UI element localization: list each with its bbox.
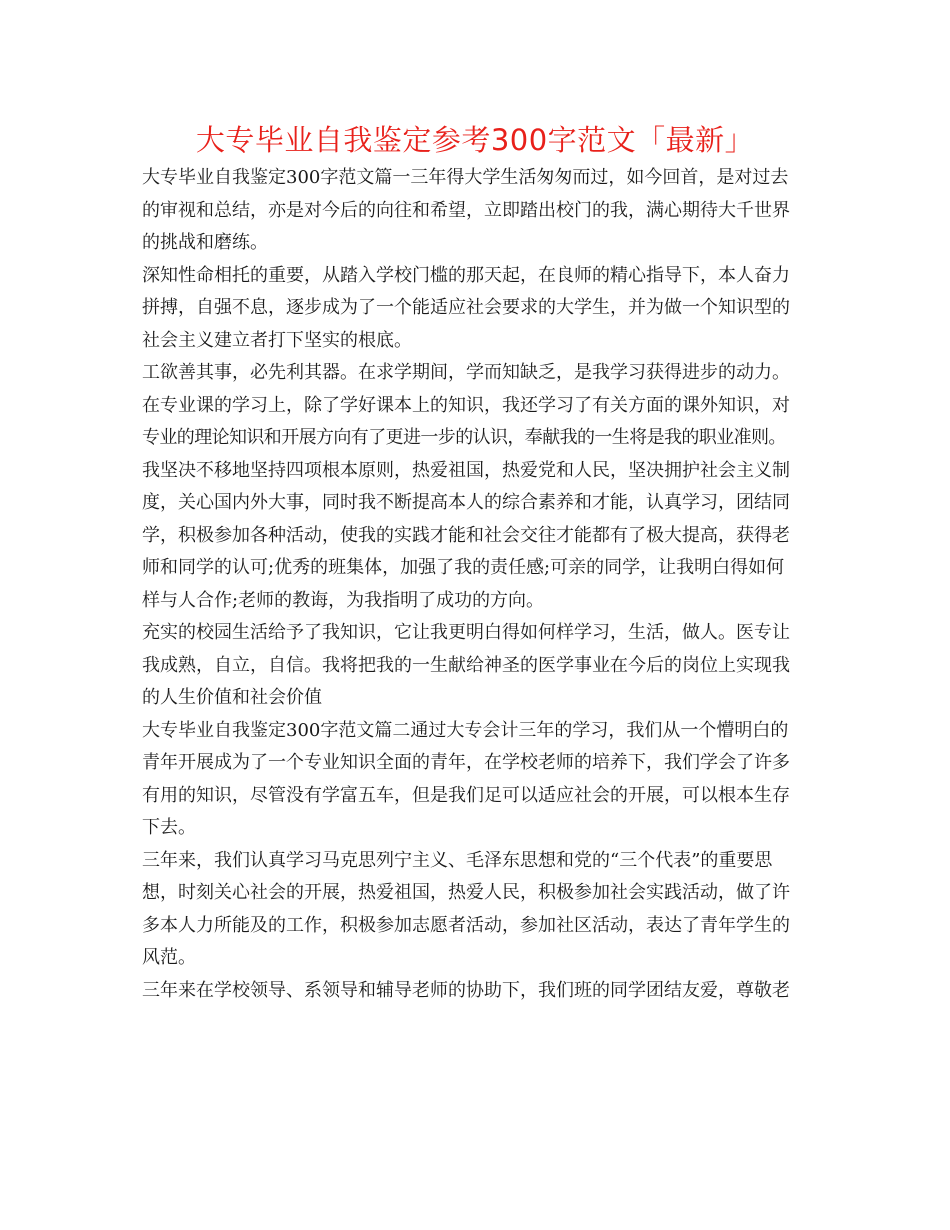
document-body: [142, 162, 822, 1007]
text-line: 的人生价值和社会价值: [142, 687, 322, 708]
text-line: 样与人合作;老师的教诲，为我指明了成功的方向。: [142, 589, 545, 611]
text-line: 想，时刻关心社会的开展，热爱祖国，热爱人民，积极参加社会实践活动，做了许: [142, 882, 790, 903]
text-line: 多本人力所能及的工作，积极参加志愿者活动，参加社区活动，表达了青年学生的: [142, 914, 790, 936]
text-line: 三年来，我们认真学习马克思列宁主义、毛泽东思想和党的“三个代表”的重要思: [142, 849, 773, 871]
text-line: 学，积极参加各种活动，使我的实践才能和社会交往才能都有了极大提高，获得老: [142, 524, 790, 546]
text-line: 充实的校园生活给予了我知识，它让我更明白得如何样学习，生活，做人。医专让: [142, 622, 790, 643]
text-line: 大专毕业自我鉴定300字范文篇一三年得大学生活匆匆而过，如今回首，是对过去: [142, 167, 789, 188]
text-line: 我坚决不移地坚持四项根本原则，热爱祖国，热爱党和人民，坚决拥护社会主义制: [142, 459, 790, 481]
text-line: 师和同学的认可;优秀的班集体，加强了我的责任感;可亲的同学，让我明白得如何: [142, 557, 785, 578]
text-line: 的挑战和磨练。: [142, 232, 268, 253]
text-line: 在专业课的学习上，除了学好课本上的知识，我还学习了有关方面的课外知识，对: [142, 394, 790, 416]
text-line: 工欲善其事，必先利其器。在求学期间，学而知缺乏，是我学习获得进步的动力。: [142, 362, 790, 383]
text-line: 大专毕业自我鉴定300字范文篇二通过大专会计三年的学习，我们从一个懵明白的: [142, 719, 789, 741]
text-line: 拼搏，自强不息，逐步成为了一个能适应社会要求的大学生，并为做一个知识型的: [142, 297, 790, 318]
text-line: 风范。: [142, 947, 196, 968]
text-line: 三年来在学校领导、系领导和辅导老师的协助下，我们班的同学团结友爱，尊敬老: [142, 979, 790, 1001]
text-line: 的审视和总结，亦是对今后的向往和希望，立即踏出校门的我，满心期待大千世界: [142, 199, 790, 221]
text-line: 专业的理论知识和开展方向有了更进一步的认识，奉献我的一生将是我的职业准则。: [142, 427, 786, 448]
text-line: 下去。: [142, 817, 196, 838]
text-line: 深知性命相托的重要，从踏入学校门槛的那天起，在良师的精心指导下，本人奋力: [142, 264, 790, 286]
text-line: 社会主义建立者打下坚实的根底。: [142, 329, 412, 351]
document-title: 大专毕业自我鉴定参考300字范文「最新」: [195, 123, 755, 157]
text-line: 青年开展成为了一个专业知识全面的青年，在学校老师的培养下，我们学会了许多: [142, 752, 790, 773]
text-line: 有用的知识，尽管没有学富五车，但是我们足可以适应社会的开展，可以根本生存: [142, 784, 790, 806]
text-line: 我成熟，自立，自信。我将把我的一生献给神圣的医学事业在今后的岗位上实现我: [142, 654, 790, 676]
text-line: 度，关心国内外大事，同时我不断提高本人的综合素养和才能，认真学习，团结同: [142, 492, 790, 513]
